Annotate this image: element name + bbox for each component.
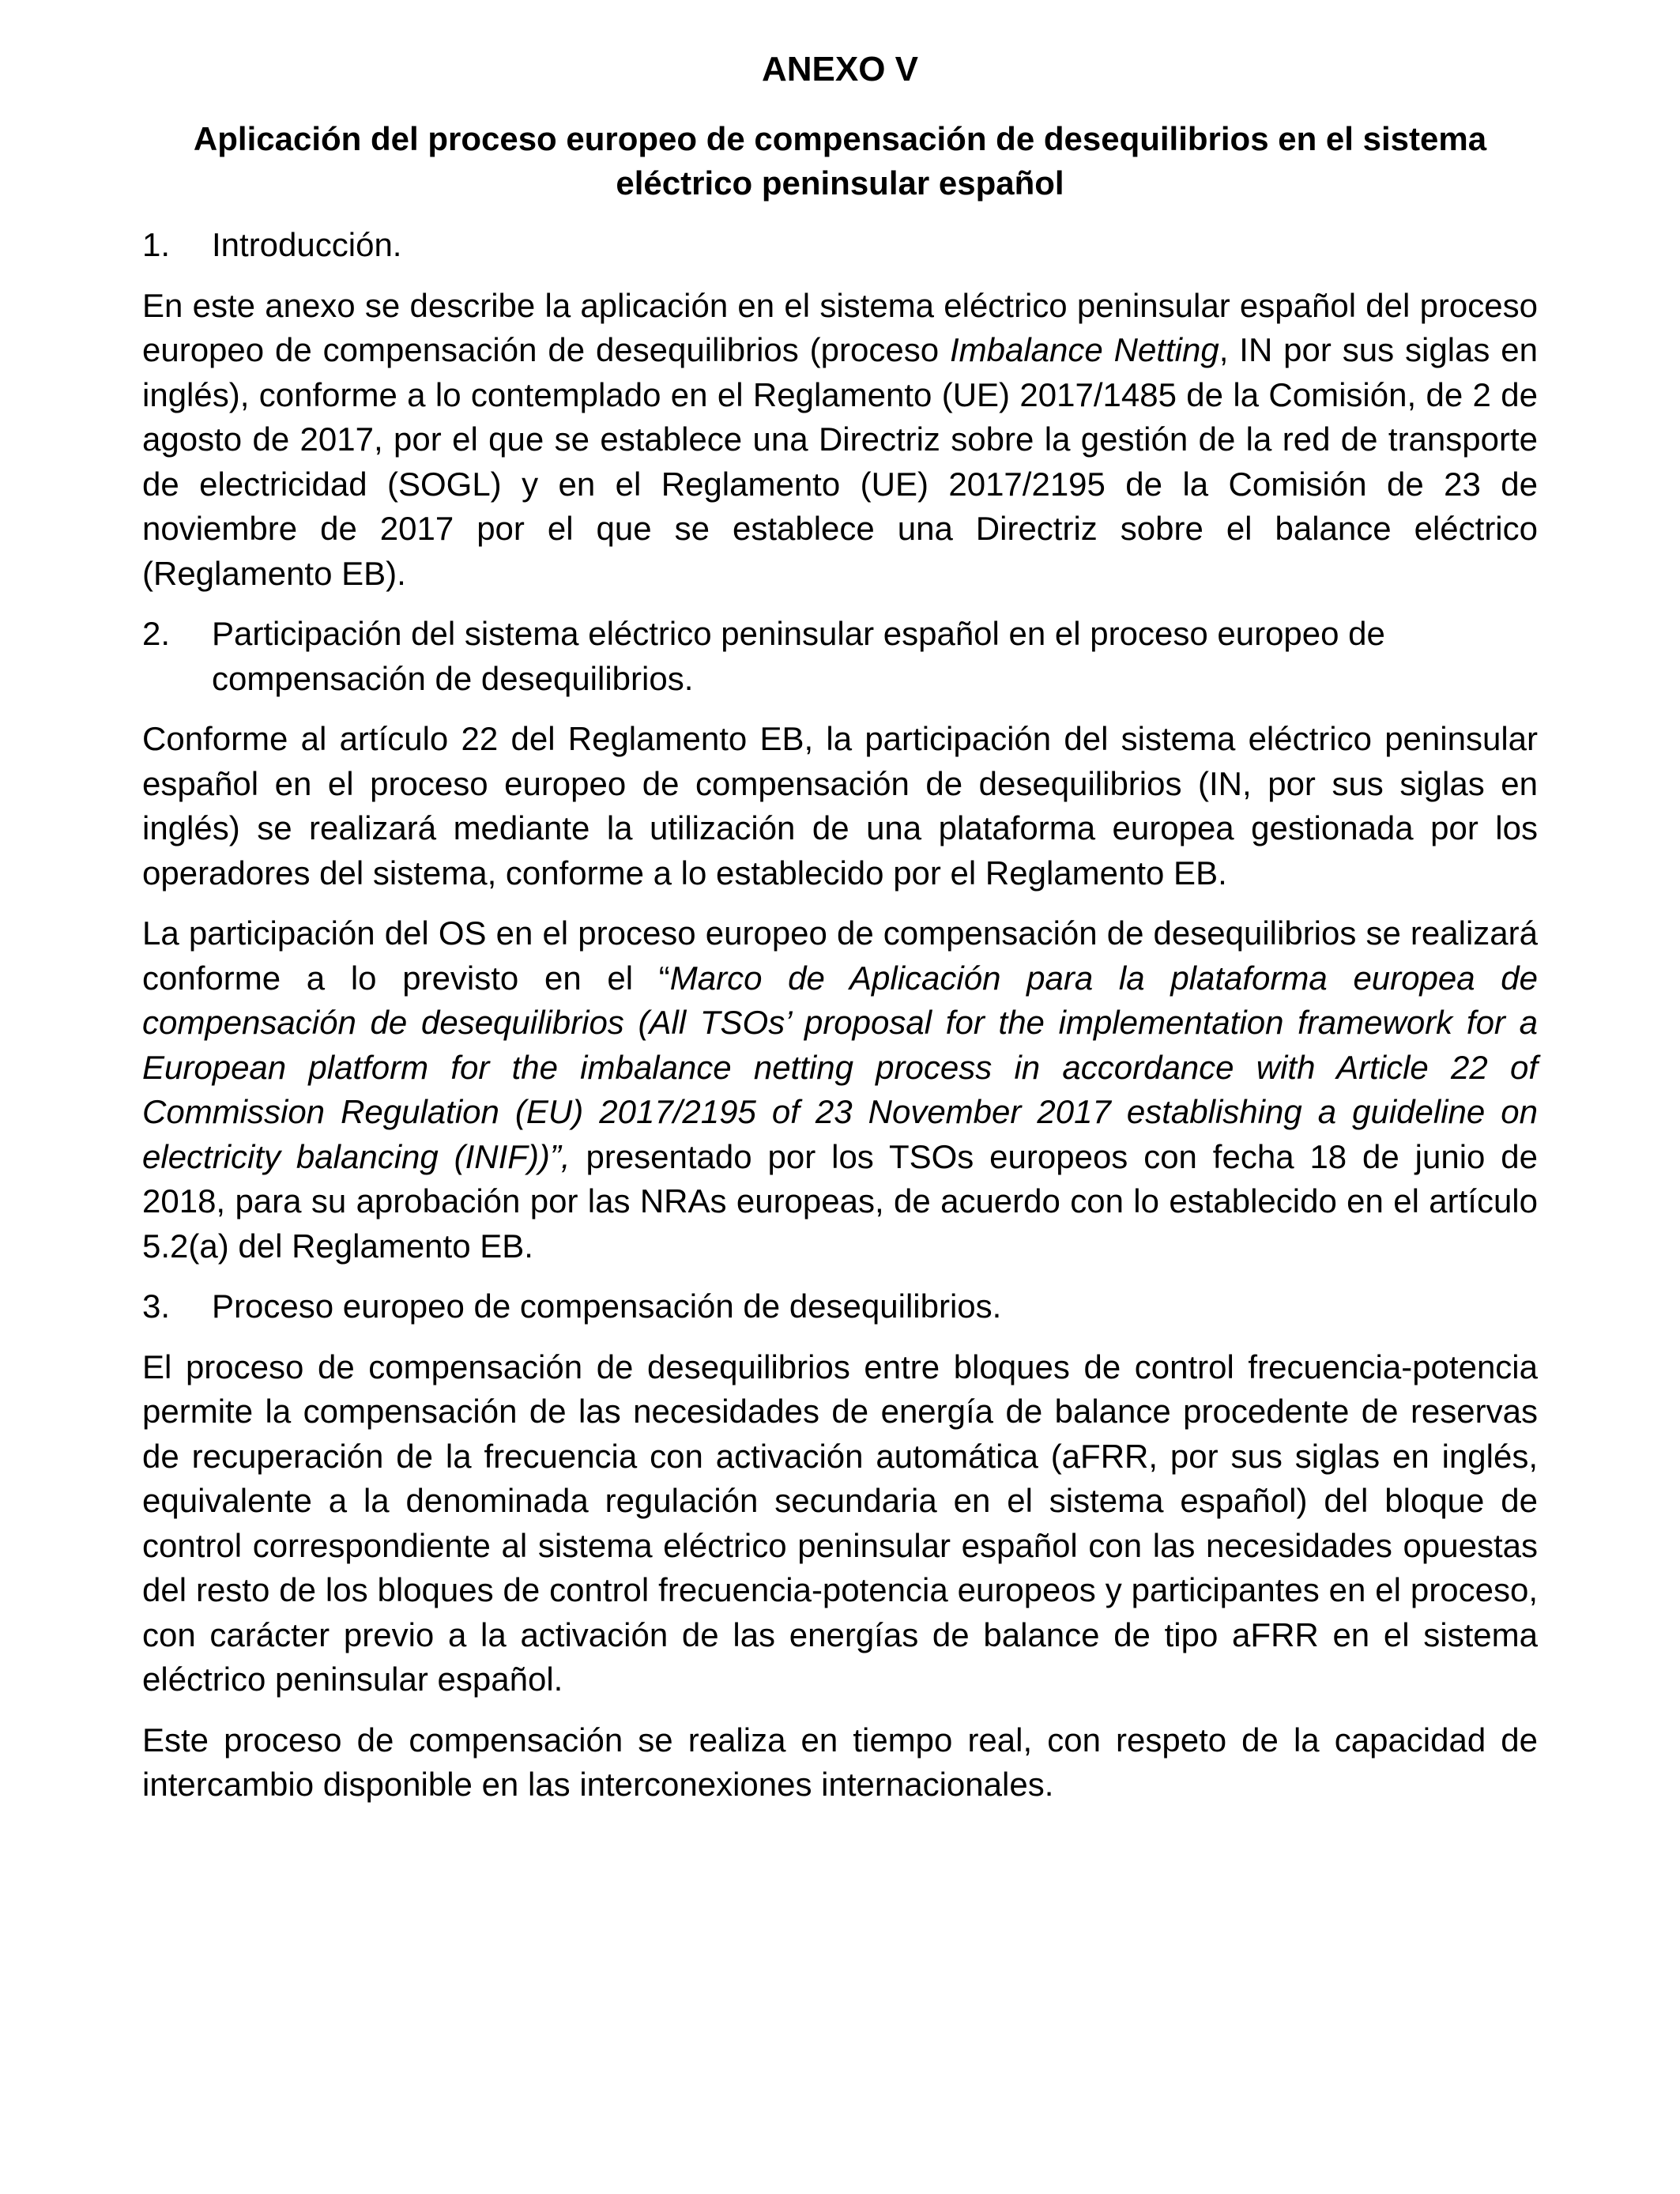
text-run: La participación del OS en el proceso europeo de compensación de desequilibrios se realizará conforme a lo previsto en el “ [142, 914, 1538, 997]
text-run: En este anexo se describe la aplicación en el sistema eléctrico peninsular español del proceso europeo de compensación de desequilibrios (proceso [142, 286, 1538, 368]
document-title: Aplicación del proceso europeo de compensación de desequilibrios en el sistema eléctrico peninsular español [193, 120, 1487, 202]
section-number: 3. [142, 1287, 171, 1325]
section-3-paragraph-2: Este proceso de compensación se realiza en tiempo real, con respeto de la capacidad de intercambio disponible en las interconexiones internacionales. [142, 1721, 1538, 1803]
section-heading-3 [142, 1284, 1538, 1329]
document-page [142, 46, 1538, 1823]
section-heading-2 [142, 612, 1538, 701]
section-2-paragraph-2 [142, 911, 1538, 1269]
italic-text-run: Marco de Aplicación para la plataforma europea de compensación de desequilibrios (All TSOs’ proposal for the implementation framework for a European platform for the imbalance netting process in accordance with Article 22 of Commission Regulation (EU) 2017/2195 of 23 November 2017 establishing a guideline on electricity balancing (INIF))”, [142, 959, 1539, 1175]
section-number: 2. [142, 615, 171, 652]
text-run: presentado por los TSOs europeos con fecha 18 de junio de 2018, para su aprobación por las NRAs europeas, de acuerdo con lo establecido en el artículo 5.2(a) del Reglamento EB. [142, 1137, 1539, 1265]
section-number: 1. [142, 226, 171, 263]
section-title: Proceso europeo de compensación de desequilibrios. [212, 1287, 1002, 1325]
annex-title: ANEXO V [761, 50, 919, 89]
section-2-paragraph-1: Conforme al artículo 22 del Reglamento EB, la participación del sistema eléctrico peninsular español en el proceso europeo de compensación de desequilibrios (IN, por sus siglas en inglés) se realizará mediante la utilización de una plataforma europea gestionada por los operadores del sistema, conforme a lo establecido por el Reglamento EB. [142, 720, 1538, 892]
section-1-paragraph-1 [142, 284, 1538, 597]
section-title: Participación del sistema eléctrico peninsular español en el proceso europeo de compensación de desequilibrios. [212, 615, 1385, 697]
section-heading-1 [142, 223, 1538, 268]
section-title: Introducción. [212, 226, 402, 263]
text-run: , IN por sus siglas en inglés), conforme a lo contemplado en el Reglamento (UE) 2017/1485 de la Comisión, de 2 de agosto de 2017, por el que se establece una Directriz sobre la gestión de la red de transporte de electricidad (SOGL) y en el Reglamento (UE) 2017/2195 de la Comisión de 23 de noviembre de 2017 por el que se establece una Directriz sobre el balance eléctrico (Reglamento EB). [142, 331, 1538, 592]
italic-text-run: Imbalance Netting [949, 331, 1219, 368]
section-3-paragraph-1: El proceso de compensación de desequilibrios entre bloques de control frecuencia-potencia permite la compensación de las necesidades de energía de balance procedente de reservas de recuperación de la frecuencia con activación automática (aFRR, por sus siglas en inglés, equivalente a la denominada regulación secundaria en el sistema español) del bloque de control correspondiente al sistema eléctrico peninsular español con las necesidades opuestas del resto de los bloques de control frecuencia-potencia europeos y participantes en el proceso, con carácter previo a la activación de las energías de balance de tipo aFRR en el sistema eléctrico peninsular español. [142, 1348, 1538, 1698]
